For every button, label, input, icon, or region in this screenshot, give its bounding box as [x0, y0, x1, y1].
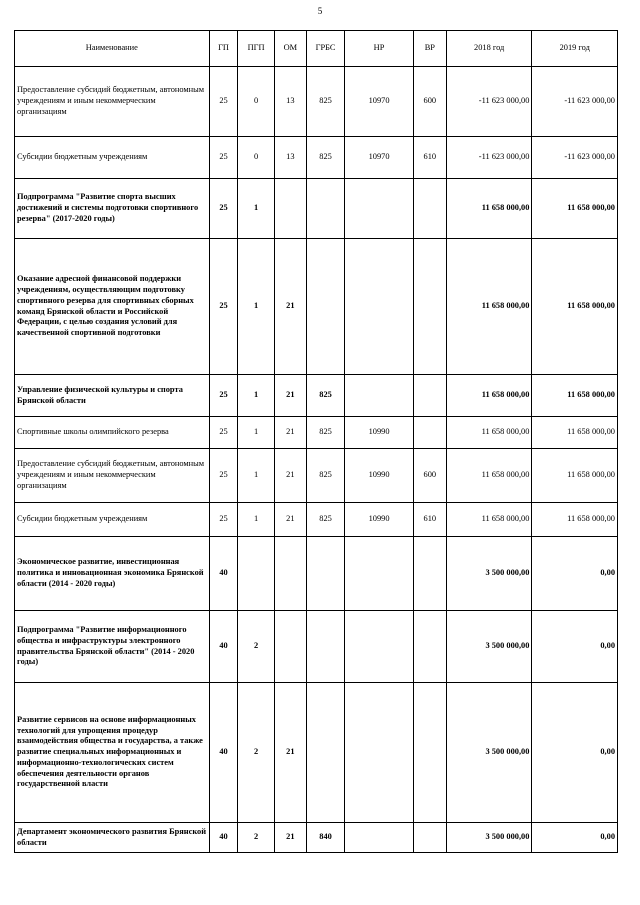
header-name: Наименование: [15, 31, 210, 67]
cell-vr: 600: [413, 67, 446, 137]
cell-pgp: [238, 537, 274, 611]
cell-om: 21: [274, 417, 306, 449]
cell-gp: 25: [209, 503, 238, 537]
cell-om: 21: [274, 375, 306, 417]
cell-2018: 11 658 000,00: [446, 449, 532, 503]
cell-nr: [345, 239, 413, 375]
cell-vr: [413, 417, 446, 449]
table-header-row: [15, 31, 618, 67]
cell-vr: 600: [413, 449, 446, 503]
cell-grbs: [306, 179, 344, 239]
cell-name: Подпрограмма "Развитие спорта высших достижений и системы подготовки спортивного резерва" (2017-2020 годы): [15, 179, 210, 239]
cell-om: 21: [274, 449, 306, 503]
cell-grbs: 825: [306, 417, 344, 449]
cell-vr: 610: [413, 137, 446, 179]
table-row: [15, 449, 618, 503]
cell-nr: 10990: [345, 503, 413, 537]
cell-vr: [413, 239, 446, 375]
cell-gp: 40: [209, 611, 238, 683]
cell-2019: 11 658 000,00: [532, 449, 618, 503]
cell-2019: 11 658 000,00: [532, 417, 618, 449]
table-row: [15, 137, 618, 179]
cell-2018: 11 658 000,00: [446, 179, 532, 239]
cell-pgp: 1: [238, 449, 274, 503]
table-row: [15, 683, 618, 823]
cell-om: 21: [274, 503, 306, 537]
cell-nr: 10970: [345, 137, 413, 179]
cell-pgp: 1: [238, 417, 274, 449]
cell-grbs: [306, 683, 344, 823]
cell-vr: 610: [413, 503, 446, 537]
cell-nr: 10990: [345, 449, 413, 503]
cell-2018: 11 658 000,00: [446, 239, 532, 375]
header-gp: ГП: [209, 31, 238, 67]
cell-gp: 25: [209, 417, 238, 449]
cell-vr: [413, 611, 446, 683]
cell-pgp: 1: [238, 375, 274, 417]
cell-2019: 11 658 000,00: [532, 239, 618, 375]
header-vr: ВР: [413, 31, 446, 67]
cell-name: Субсидии бюджетным учреждениям: [15, 503, 210, 537]
cell-name: Управление физической культуры и спорта Брянской области: [15, 375, 210, 417]
cell-2018: -11 623 000,00: [446, 67, 532, 137]
cell-name: Предоставление субсидий бюджетным, автономным учреждениям и иным некоммерческим организациям: [15, 449, 210, 503]
cell-2018: 3 500 000,00: [446, 823, 532, 853]
cell-2018: -11 623 000,00: [446, 137, 532, 179]
cell-2019: 0,00: [532, 537, 618, 611]
cell-om: 21: [274, 239, 306, 375]
cell-pgp: 1: [238, 503, 274, 537]
header-pgp: ПГП: [238, 31, 274, 67]
cell-pgp: 2: [238, 683, 274, 823]
cell-gp: 25: [209, 449, 238, 503]
cell-pgp: 1: [238, 239, 274, 375]
cell-grbs: 825: [306, 503, 344, 537]
cell-name: Оказание адресной финансовой поддержки учреждениям, осуществляющим подготовку спортивного резерва для спортивных сборных команд Брянской области и Российской Федерации, с целью создания условий для качественной спортивной подготовки: [15, 239, 210, 375]
cell-nr: [345, 375, 413, 417]
cell-2019: -11 623 000,00: [532, 137, 618, 179]
cell-om: [274, 179, 306, 239]
cell-nr: 10990: [345, 417, 413, 449]
table-row: [15, 179, 618, 239]
cell-om: 13: [274, 67, 306, 137]
cell-gp: 25: [209, 375, 238, 417]
budget-table: [14, 30, 618, 853]
cell-name: Предоставление субсидий бюджетным, автономным учреждениям и иным некоммерческим организациям: [15, 67, 210, 137]
cell-2019: 0,00: [532, 611, 618, 683]
cell-name: Экономическое развитие, инвестиционная политика и инновационная экономика Брянской области (2014 - 2020 годы): [15, 537, 210, 611]
header-2019: 2019 год: [532, 31, 618, 67]
cell-name: Департамент экономического развития Брянской области: [15, 823, 210, 853]
cell-om: 13: [274, 137, 306, 179]
cell-grbs: 825: [306, 67, 344, 137]
cell-grbs: [306, 537, 344, 611]
cell-name: Подпрограмма "Развитие информационного общества и инфраструктуры электронного правительства Брянской области" (2014 - 2020 годы): [15, 611, 210, 683]
page-number: 5: [317, 6, 323, 16]
table-row: [15, 417, 618, 449]
cell-grbs: [306, 239, 344, 375]
cell-2019: -11 623 000,00: [532, 67, 618, 137]
cell-grbs: 825: [306, 137, 344, 179]
cell-name: Развитие сервисов на основе информационных технологий для упрощения процедур взаимодействия общества и государства, а также развитие специальных информационных и информационно-технологических систем обеспечения деятельности органов государственной власти: [15, 683, 210, 823]
cell-gp: 25: [209, 67, 238, 137]
cell-vr: [413, 823, 446, 853]
cell-nr: [345, 611, 413, 683]
cell-gp: 40: [209, 683, 238, 823]
cell-om: 21: [274, 683, 306, 823]
header-nr: НР: [345, 31, 413, 67]
table-row: [15, 375, 618, 417]
cell-vr: [413, 683, 446, 823]
table-row: [15, 823, 618, 853]
cell-pgp: 2: [238, 611, 274, 683]
cell-gp: 25: [209, 239, 238, 375]
cell-grbs: [306, 611, 344, 683]
cell-gp: 40: [209, 537, 238, 611]
cell-om: 21: [274, 823, 306, 853]
table-body: [15, 67, 618, 853]
header-om: ОМ: [274, 31, 306, 67]
cell-pgp: 0: [238, 67, 274, 137]
table-row: [15, 239, 618, 375]
cell-vr: [413, 537, 446, 611]
cell-grbs: 825: [306, 449, 344, 503]
cell-pgp: 0: [238, 137, 274, 179]
table-row: [15, 503, 618, 537]
cell-vr: [413, 375, 446, 417]
cell-om: [274, 611, 306, 683]
cell-nr: [345, 823, 413, 853]
cell-nr: 10970: [345, 67, 413, 137]
header-2018: 2018 год: [446, 31, 532, 67]
cell-name: Спортивные школы олимпийского резерва: [15, 417, 210, 449]
cell-2018: 11 658 000,00: [446, 417, 532, 449]
cell-nr: [345, 683, 413, 823]
cell-2018: 11 658 000,00: [446, 503, 532, 537]
cell-gp: 40: [209, 823, 238, 853]
cell-2019: 0,00: [532, 683, 618, 823]
table-row: [15, 67, 618, 137]
cell-nr: [345, 537, 413, 611]
table-row: [15, 537, 618, 611]
cell-name: Субсидии бюджетным учреждениям: [15, 137, 210, 179]
cell-2019: 11 658 000,00: [532, 375, 618, 417]
cell-grbs: 825: [306, 375, 344, 417]
cell-2019: 11 658 000,00: [532, 179, 618, 239]
cell-2018: 3 500 000,00: [446, 537, 532, 611]
cell-2019: 11 658 000,00: [532, 503, 618, 537]
cell-2018: 3 500 000,00: [446, 683, 532, 823]
table-row: [15, 611, 618, 683]
cell-pgp: 2: [238, 823, 274, 853]
cell-gp: 25: [209, 179, 238, 239]
cell-nr: [345, 179, 413, 239]
cell-gp: 25: [209, 137, 238, 179]
cell-grbs: 840: [306, 823, 344, 853]
cell-pgp: 1: [238, 179, 274, 239]
cell-om: [274, 537, 306, 611]
header-grbs: ГРБС: [306, 31, 344, 67]
cell-2018: 3 500 000,00: [446, 611, 532, 683]
cell-vr: [413, 179, 446, 239]
cell-2019: 0,00: [532, 823, 618, 853]
cell-2018: 11 658 000,00: [446, 375, 532, 417]
